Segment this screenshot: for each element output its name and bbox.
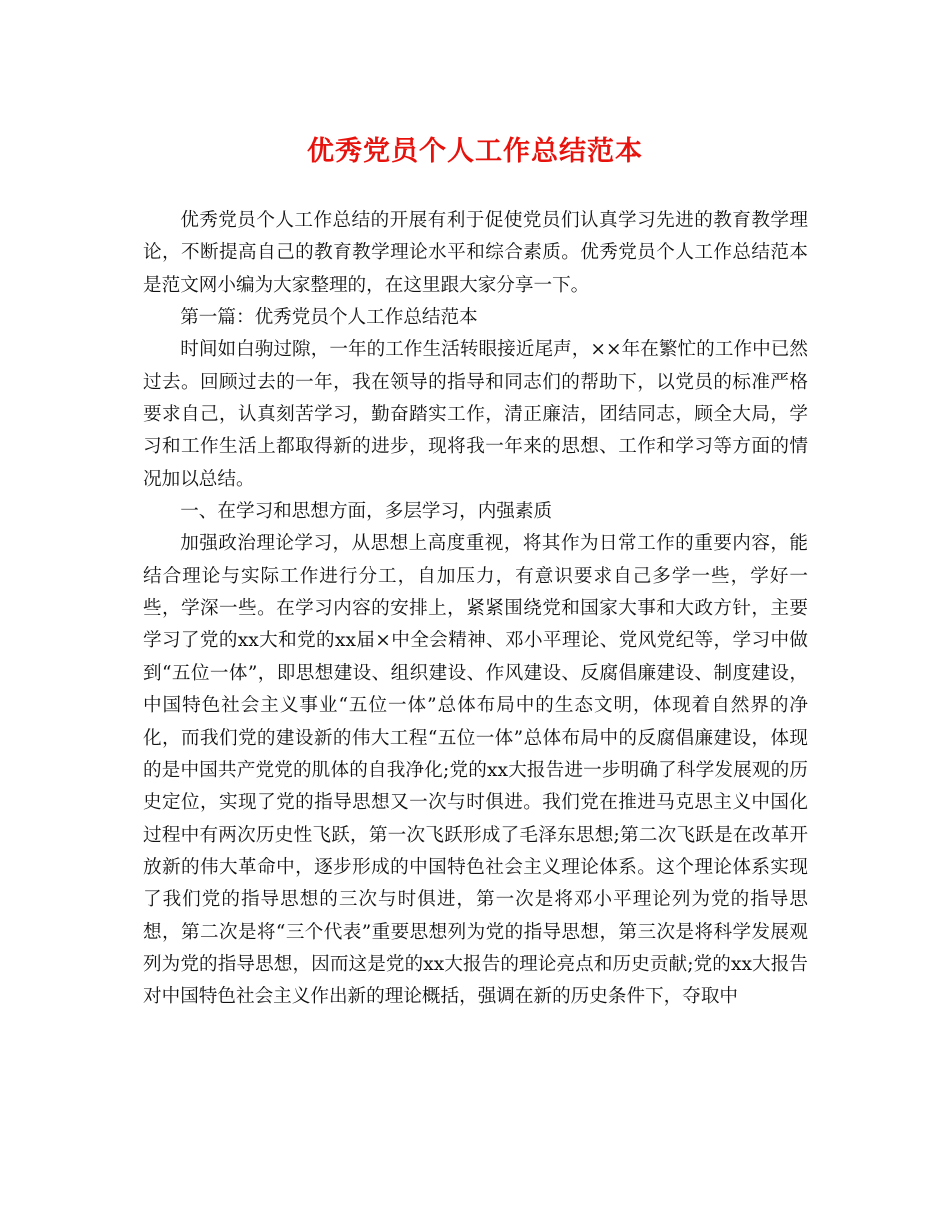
paragraph-intro: 优秀党员个人工作总结的开展有利于促使党员们认真学习先进的教育教学理论，不断提高自己的教育教学理论水平和综合素质。优秀党员个人工作总结范本是范文网小编为大家整理的，在这里跟大家分享一下。 [143,210,808,296]
paragraph-section-heading: 第一篇：优秀党员个人工作总结范本 [180,307,478,329]
document-body [143,205,808,1014]
paragraph-review: 时间如白驹过隙，一年的工作生活转眼接近尾声，××年在繁忙的工作中已然过去。回顾过去的一年，我在领导的指导和同志们的帮助下，以党员的标准严格要求自己，认真刻苦学习，勤奋踏实工作，清正廉洁，团结同志，顾全大局，学习和工作生活上都取得新的进步，现将我一年来的思想、工作和学习等方面的情况加以总结。 [143,339,808,490]
paragraph-study-detail: 加强政治理论学习，从思想上高度重视，将其作为日常工作的重要内容，能结合理论与实际工作进行分工，自加压力，有意识要求自己多学一些，学好一些，学深一些。在学习内容的安排上，紧紧围绕党和国家大事和大政方针，主要学习了党的xx大和党的xx届×中全会精神、邓小平理论、党风党纪等，学习中做到“五位一体”，即思想建设、组织建设、作风建设、反腐倡廉建设、制度建设，中国特色社会主义事业“五位一体”总体布局中的生态文明，体现着自然界的净化，而我们党的建设新的伟大工程“五位一体”总体布局中的反腐倡廉建设，体现的是中国共产党党的肌体的自我净化;党的xx大报告进一步明确了科学发展观的历史定位，实现了党的指导思想又一次与时俱进。我们党在推进马克思主义中国化过程中有两次历史性飞跃，第一次飞跃形成了毛泽东思想;第二次飞跃是在改革开放新的伟大革命中，逐步形成的中国特色社会主义理论体系。这个理论体系实现了我们党的指导思想的三次与时俱进，第一次是将邓小平理论列为党的指导思想，第二次是将“三个代表”重要思想列为党的指导思想，第三次是将科学发展观列为党的指导思想，因而这是党的xx大报告的理论亮点和历史贡献;党的xx大报告对中国特色社会主义作出新的理论概括，强调在新的历史条件下，夺取中 [143,533,808,1008]
document-title: 优秀党员个人工作总结范本 [307,136,643,167]
paragraph-subheading-study: 一、在学习和思想方面，多层学习，内强素质 [180,501,553,523]
